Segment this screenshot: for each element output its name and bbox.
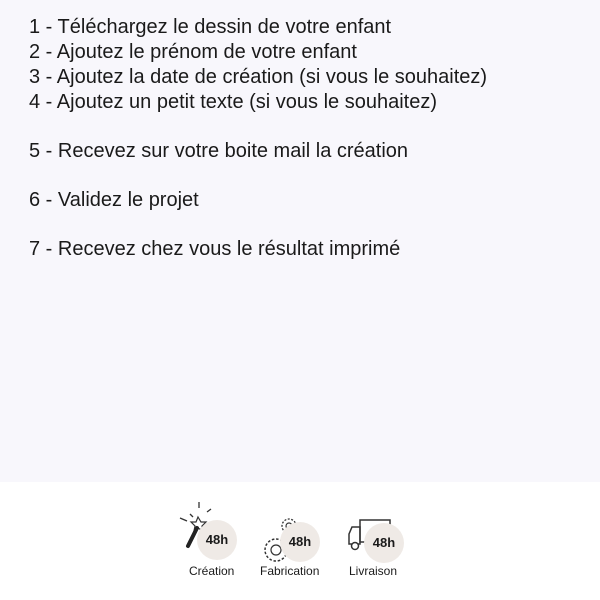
step-2: 2 - Ajoutez le prénom de votre enfant xyxy=(29,41,357,63)
spacer xyxy=(29,213,487,237)
step-5: 5 - Recevez sur votre boite mail la création xyxy=(29,140,409,162)
step-3: 3 - Ajoutez la date de création (si vous le souhaitez) xyxy=(29,66,488,88)
features-bar xyxy=(0,482,600,600)
feature-livraison xyxy=(347,502,427,582)
step-1: 1 - Téléchargez le dessin de votre enfant xyxy=(29,16,392,38)
feature-fabrication xyxy=(262,502,342,582)
fabrication-label: Fabrication xyxy=(260,564,320,578)
feature-creation xyxy=(177,502,257,582)
step-6: 6 - Validez le projet xyxy=(29,189,199,211)
spacer xyxy=(29,164,487,188)
steps-list xyxy=(29,15,487,262)
spacer xyxy=(29,115,487,139)
step-7: 7 - Recevez chez vous le résultat imprimé xyxy=(29,238,401,260)
livraison-badge: 48h xyxy=(364,523,404,563)
step-4: 4 - Ajoutez un petit texte (si vous le souhaitez) xyxy=(29,91,437,113)
fabrication-badge: 48h xyxy=(280,522,320,562)
creation-badge: 48h xyxy=(197,520,237,560)
creation-label: Création xyxy=(189,564,235,578)
livraison-label: Livraison xyxy=(349,564,398,578)
